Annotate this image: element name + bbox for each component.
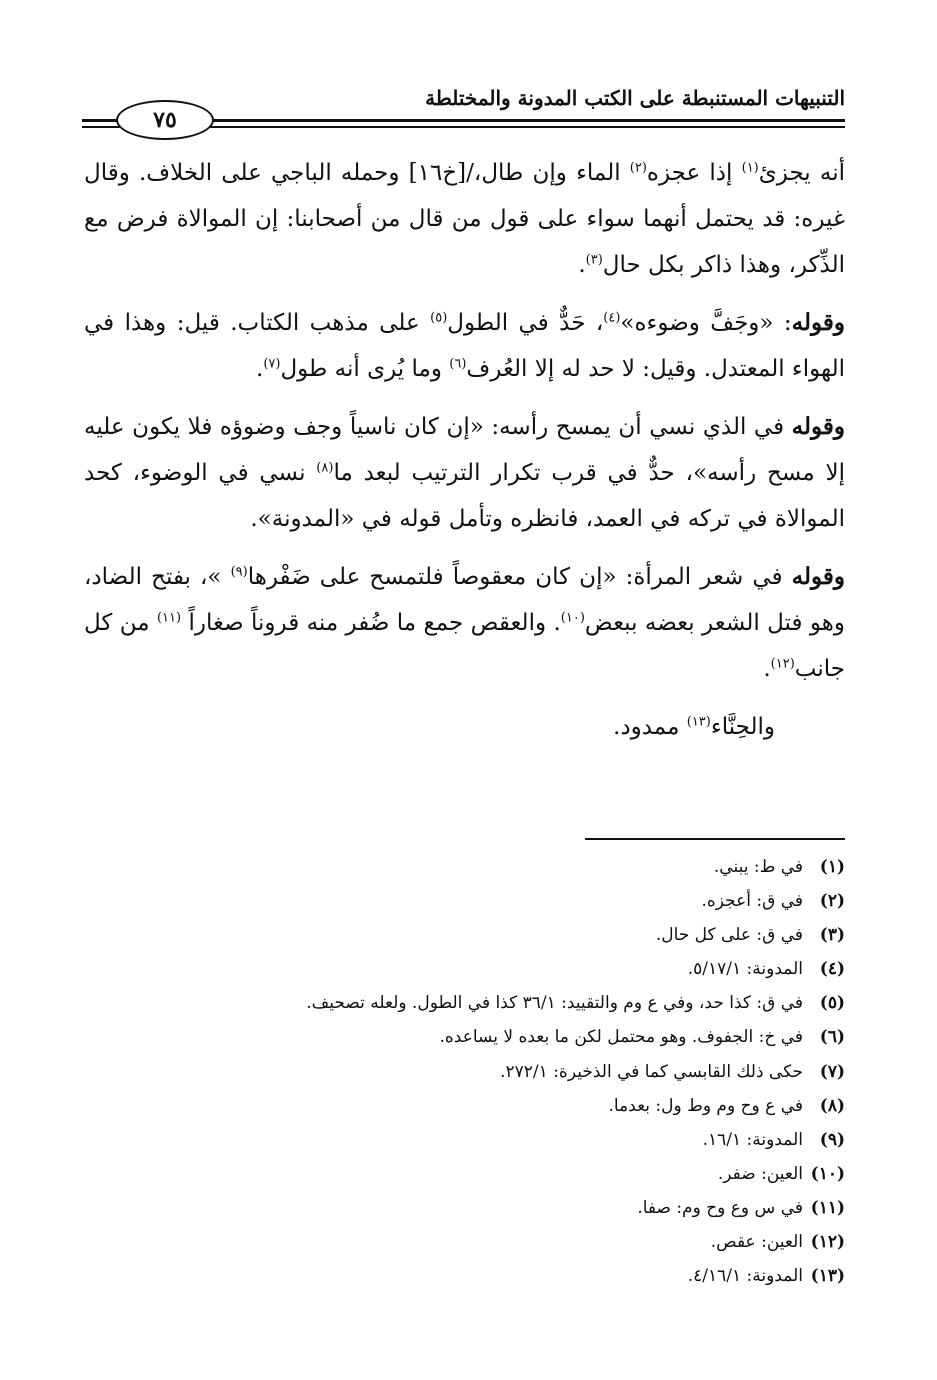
footnote-text: في ق: أعجزه. (701, 891, 803, 912)
footnote-text: في س وع وح وم: صفا. (637, 1197, 803, 1218)
footnote-text: المدونة: ١٦/١. (702, 1129, 803, 1150)
footnote-ref: (٥) (430, 310, 448, 326)
text-run: نسي في الوضوء، كحد الموالاة في تركه في العمد، فانظره وتأمل قوله في «المدونة». (84, 460, 845, 532)
text-run: »، بفتح الضاد، وهو فتل الشعر بعضه ببعض (84, 564, 845, 636)
footnote-text: في ط: يبني. (713, 857, 803, 877)
page-number: ٧٥ (116, 100, 214, 140)
paragraph-2 (84, 300, 845, 392)
paragraph-1 (84, 150, 845, 288)
footnote-number: (٨) (819, 1095, 845, 1116)
footnote (84, 1225, 845, 1259)
paragraph-5 (84, 704, 775, 750)
footnote-number: (٢) (819, 891, 845, 912)
footnote-ref: (٦) (449, 356, 467, 372)
text-run: . والعقص جمع ما ضُفر منه قروناً صغاراً (181, 610, 561, 636)
footnote (84, 1123, 845, 1157)
footnote-separator (585, 838, 845, 840)
footnote-text: المدونة: ٥/١٧/١. (687, 959, 803, 980)
lead-word: وقوله (791, 563, 845, 590)
text-run: : «وجَفَّ وضوءه» (620, 310, 792, 336)
footnote-ref: (١٣) (686, 714, 711, 730)
footnote (84, 884, 845, 918)
text-run: وما يُرى أنه طول (280, 356, 450, 382)
footnote-number: (٧) (819, 1061, 845, 1082)
footnote-number: (٦) (819, 1027, 845, 1048)
text-run: أنه يجزئ (758, 160, 845, 186)
text-run: الماء وإن طال،/[خ١٦] وحمله الباجي على الخلاف. وقال غيره: قد يحتمل أنهما سواء على قول من قال من أصحابنا: إن الموالاة فرض مع الذِّكر، وهذا ذاكر بكل حال (84, 160, 845, 278)
footnote-text: العين: ضفر. (717, 1163, 803, 1184)
footnote-number: (٤) (819, 959, 845, 980)
footnote-text: في ع وح وم وط ول: بعدما. (608, 1095, 803, 1116)
footnote (84, 986, 845, 1020)
lead-word: وقوله (791, 413, 845, 440)
footnote-ref: (٤) (603, 310, 621, 326)
text-run: في شعر المرأة: «إن كان معقوصاً فلتمسح على ضَفْرها (247, 564, 792, 590)
footnote-number: (٥) (819, 993, 845, 1014)
footnote-text: العين: عقص. (710, 1232, 803, 1253)
footnote (84, 1157, 845, 1191)
footnote-text: في ق: على كل حال. (655, 925, 803, 946)
text-run: إذا عجزه (646, 160, 742, 186)
paragraph-4 (84, 554, 845, 692)
footnote-number: (١٠) (810, 1163, 845, 1184)
footnote-number: (٣) (819, 925, 845, 946)
footnote-ref: (٧) (263, 356, 281, 372)
footnote-number: (١) (819, 857, 845, 877)
text-run: . (763, 656, 771, 682)
footnote (84, 1191, 845, 1225)
footnote-ref: (١١) (156, 610, 182, 626)
main-text (84, 150, 845, 762)
text-run: والحِنَّاء (710, 714, 775, 740)
footnote (84, 918, 845, 952)
footnote-text: في خ: الجفوف. وهو محتمل لكن ما بعده لا يساعده. (439, 1027, 803, 1048)
paragraph-3 (84, 404, 845, 542)
text-run: . (256, 356, 264, 382)
footnote-ref: (١) (741, 160, 759, 176)
footnote (84, 1089, 845, 1123)
footnote-number: (٩) (819, 1129, 845, 1150)
text-run: في الذي نسي أن يمسح رأسه: «إن كان ناسياً وجف وضوؤه فلا يكون عليه إلا مسح رأسه»، حدٌّ في قرب تكرار الترتيب لبعد ما (84, 414, 845, 486)
footnote (84, 1055, 845, 1089)
footnote-number: (١٣) (810, 1266, 845, 1287)
running-title: التنبيهات المستنبطة على الكتب المدونة والمختلطة (425, 86, 845, 110)
footnote (84, 1259, 845, 1293)
footnote-number: (١٢) (810, 1232, 845, 1253)
footnote-number: (١١) (810, 1197, 845, 1218)
footnote (84, 1020, 845, 1054)
footnote-ref: (١٠) (560, 610, 585, 626)
text-run: من كل جانب (84, 610, 845, 682)
footnote-text: حكى ذلك القابسي كما في الذخيرة: ٢٧٢/١. (500, 1061, 803, 1082)
footnote-text: في ق: كذا حد، وفي ع وم والتقييد: ٣٦/١ كذا في الطول. ولعله تصحيف. (306, 993, 803, 1014)
footnote-ref: (٣) (585, 252, 603, 268)
footnote (84, 952, 845, 986)
footnote (84, 850, 845, 884)
footnote-ref: (٩) (230, 564, 248, 580)
footnote-ref: (١٢) (770, 656, 795, 672)
text-run: على مذهب الكتاب. قيل: وهذا في الهواء المعتدل. وقيل: لا حد له إلا العُرف (84, 310, 845, 382)
text-run: ممدود. (613, 714, 687, 740)
footnote-text: المدونة: ٤/١٦/١. (687, 1266, 803, 1287)
footnote-ref: (٨) (316, 460, 334, 476)
text-run: . (578, 252, 586, 278)
text-run: ، حَدٌّ في الطول (447, 310, 604, 336)
lead-word: وقوله (791, 309, 845, 336)
footnote-ref: (٢) (629, 160, 647, 176)
footnotes (84, 850, 845, 1293)
